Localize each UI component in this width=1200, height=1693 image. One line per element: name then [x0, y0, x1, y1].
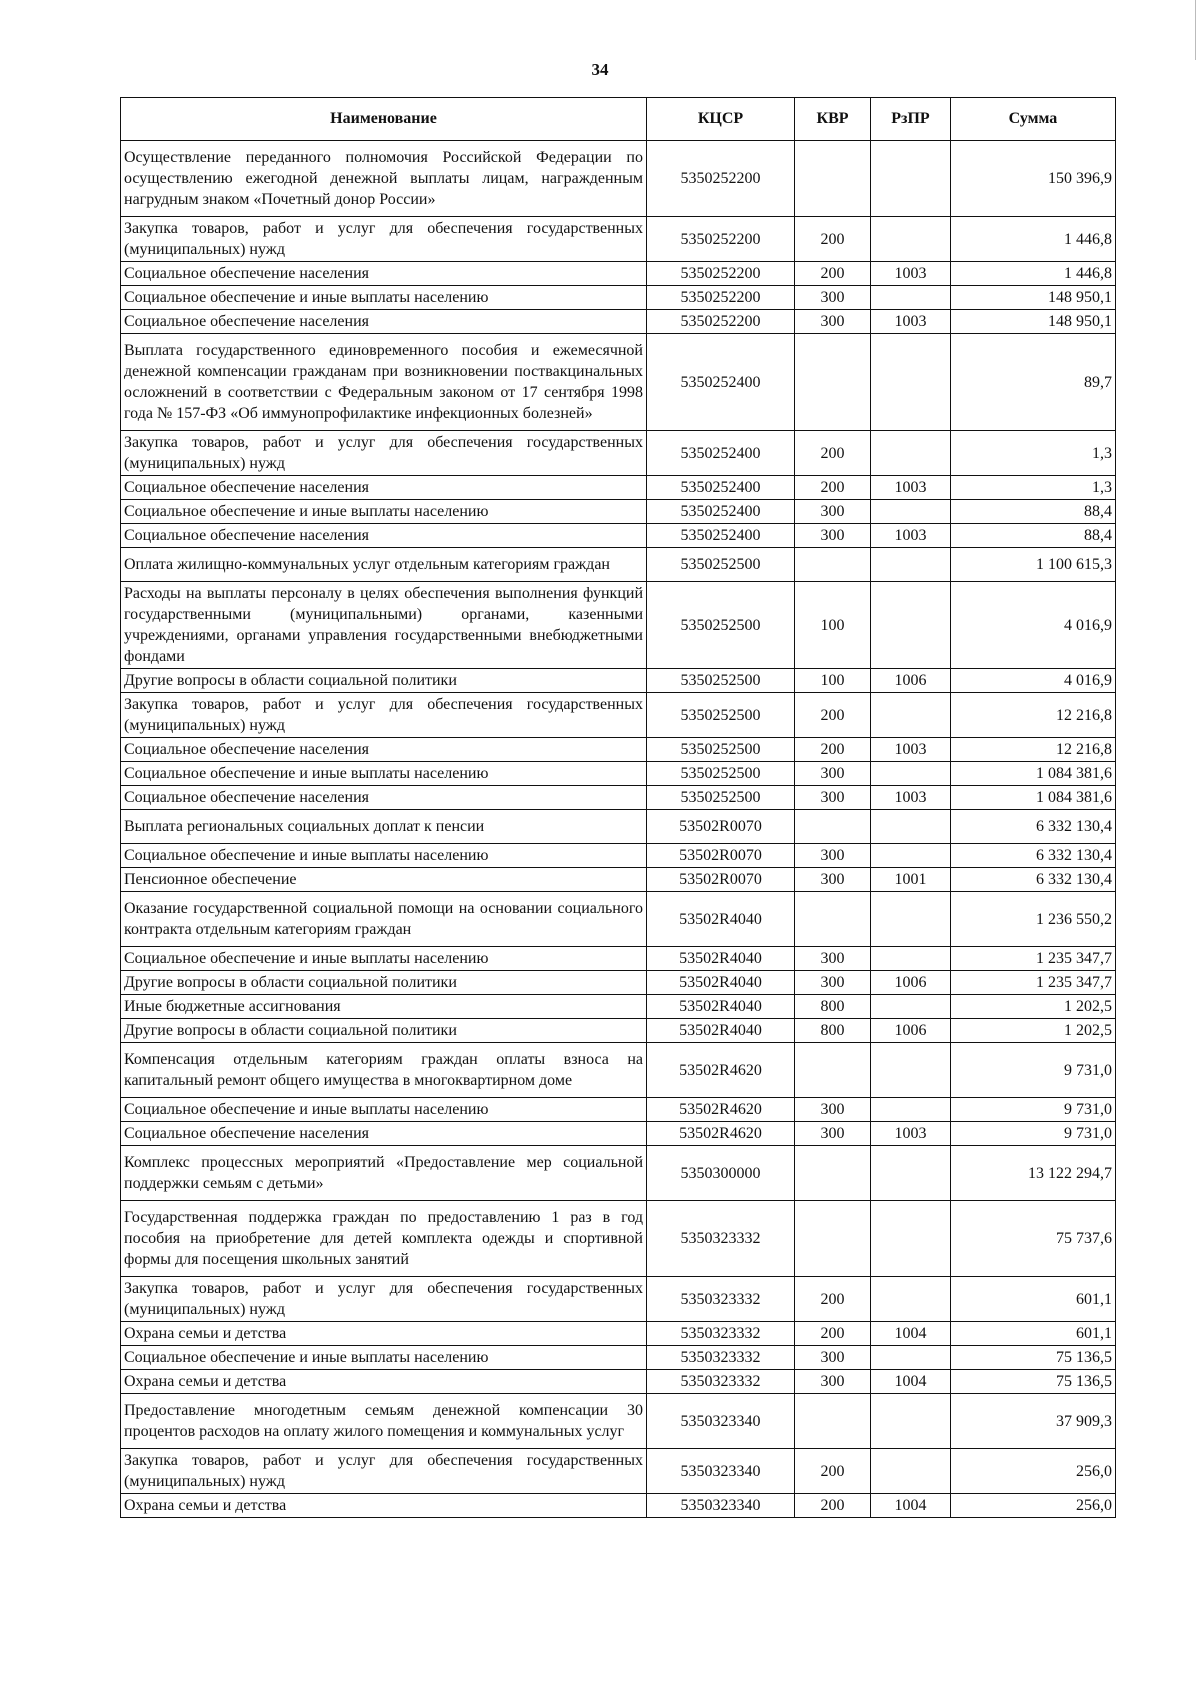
cell-rzpr [871, 1449, 951, 1494]
cell-rzpr [871, 1277, 951, 1322]
cell-kvr: 300 [795, 786, 871, 810]
cell-name: Государственная поддержка граждан по предоставлению 1 раз в год пособия на приобретение для детей комплекта одежды и спортивной формы для посещения школьных занятий [121, 1201, 647, 1277]
cell-rzpr: 1001 [871, 868, 951, 892]
cell-rzpr [871, 1394, 951, 1449]
cell-name: Закупка товаров, работ и услуг для обеспечения государственных (муниципальных) нужд [121, 693, 647, 738]
cell-name: Оказание государственной социальной помощи на основании социального контракта отдельным категориям граждан [121, 892, 647, 947]
cell-sum: 148 950,1 [951, 286, 1116, 310]
cell-kvr [795, 1201, 871, 1277]
table-row [121, 762, 1116, 786]
cell-rzpr [871, 1201, 951, 1277]
table-row [121, 500, 1116, 524]
table-row [121, 548, 1116, 582]
cell-sum: 6 332 130,4 [951, 868, 1116, 892]
cell-name: Пенсионное обеспечение [121, 868, 647, 892]
cell-kvr: 300 [795, 286, 871, 310]
cell-rzpr: 1004 [871, 1494, 951, 1518]
cell-sum: 148 950,1 [951, 310, 1116, 334]
scan-edge [1195, 0, 1196, 60]
cell-kvr: 300 [795, 1370, 871, 1394]
cell-kcsr: 5350252500 [647, 786, 795, 810]
cell-kvr: 300 [795, 1122, 871, 1146]
header-kvr: КВР [795, 98, 871, 141]
cell-kcsr: 5350252400 [647, 334, 795, 431]
cell-kcsr: 5350323332 [647, 1346, 795, 1370]
cell-name: Охрана семьи и детства [121, 1494, 647, 1518]
table-row [121, 738, 1116, 762]
cell-kcsr: 53502R4040 [647, 892, 795, 947]
cell-kcsr: 5350323340 [647, 1394, 795, 1449]
cell-rzpr: 1004 [871, 1370, 951, 1394]
cell-kcsr: 5350252200 [647, 262, 795, 286]
table-row [121, 286, 1116, 310]
cell-name: Другие вопросы в области социальной политики [121, 669, 647, 693]
cell-sum: 88,4 [951, 500, 1116, 524]
cell-sum: 9 731,0 [951, 1098, 1116, 1122]
cell-name: Осуществление переданного полномочия Российской Федерации по осуществлению ежегодной денежной выплаты лицам, награжденным нагрудным знаком «Почетный донор России» [121, 141, 647, 217]
cell-name: Социальное обеспечение населения [121, 786, 647, 810]
cell-kcsr: 53502R4620 [647, 1122, 795, 1146]
cell-kvr: 100 [795, 669, 871, 693]
cell-rzpr [871, 810, 951, 844]
cell-rzpr: 1006 [871, 971, 951, 995]
cell-name: Социальное обеспечение населения [121, 1122, 647, 1146]
cell-name: Социальное обеспечение населения [121, 310, 647, 334]
cell-rzpr [871, 947, 951, 971]
cell-kvr: 300 [795, 1098, 871, 1122]
table-row [121, 431, 1116, 476]
cell-sum: 256,0 [951, 1449, 1116, 1494]
table-row [121, 1370, 1116, 1394]
cell-name: Комплекс процессных мероприятий «Предоставление мер социальной поддержки семьям с детьми» [121, 1146, 647, 1201]
cell-rzpr: 1006 [871, 669, 951, 693]
header-name: Наименование [121, 98, 647, 141]
table-row [121, 1201, 1116, 1277]
cell-kvr: 200 [795, 431, 871, 476]
cell-kcsr: 53502R4620 [647, 1043, 795, 1098]
cell-kcsr: 5350300000 [647, 1146, 795, 1201]
cell-sum: 75 136,5 [951, 1346, 1116, 1370]
cell-kcsr: 53502R4040 [647, 995, 795, 1019]
cell-kcsr: 5350252400 [647, 500, 795, 524]
table-row [121, 217, 1116, 262]
cell-rzpr [871, 548, 951, 582]
cell-name: Охрана семьи и детства [121, 1322, 647, 1346]
cell-kvr: 100 [795, 582, 871, 669]
cell-kvr [795, 1146, 871, 1201]
table-row [121, 1322, 1116, 1346]
cell-name: Социальное обеспечение и иные выплаты населению [121, 1098, 647, 1122]
cell-kvr: 200 [795, 1449, 871, 1494]
cell-sum: 9 731,0 [951, 1043, 1116, 1098]
table-row [121, 669, 1116, 693]
cell-kcsr: 5350252500 [647, 669, 795, 693]
header-rzpr: РзПР [871, 98, 951, 141]
cell-name: Социальное обеспечение населения [121, 476, 647, 500]
cell-rzpr [871, 1098, 951, 1122]
table-row [121, 310, 1116, 334]
cell-name: Социальное обеспечение населения [121, 738, 647, 762]
cell-name: Другие вопросы в области социальной политики [121, 971, 647, 995]
cell-kcsr: 5350252500 [647, 762, 795, 786]
cell-kcsr: 5350252200 [647, 286, 795, 310]
cell-kcsr: 5350252400 [647, 476, 795, 500]
table-row [121, 141, 1116, 217]
cell-sum: 6 332 130,4 [951, 844, 1116, 868]
cell-sum: 13 122 294,7 [951, 1146, 1116, 1201]
cell-name: Социальное обеспечение и иные выплаты населению [121, 500, 647, 524]
table-row [121, 868, 1116, 892]
cell-kvr: 200 [795, 217, 871, 262]
cell-sum: 4 016,9 [951, 582, 1116, 669]
cell-kcsr: 5350252500 [647, 582, 795, 669]
cell-kvr: 200 [795, 1322, 871, 1346]
table-row [121, 693, 1116, 738]
cell-name: Социальное обеспечение населения [121, 524, 647, 548]
cell-sum: 1 236 550,2 [951, 892, 1116, 947]
cell-rzpr [871, 286, 951, 310]
cell-sum: 1 235 347,7 [951, 947, 1116, 971]
cell-sum: 37 909,3 [951, 1394, 1116, 1449]
cell-rzpr [871, 582, 951, 669]
cell-name: Оплата жилищно-коммунальных услуг отдельным категориям граждан [121, 548, 647, 582]
cell-sum: 1 202,5 [951, 995, 1116, 1019]
budget-table [120, 97, 1116, 1518]
table-row [121, 262, 1116, 286]
cell-kvr [795, 141, 871, 217]
cell-kvr [795, 1394, 871, 1449]
cell-sum: 12 216,8 [951, 738, 1116, 762]
cell-kvr: 300 [795, 500, 871, 524]
cell-kcsr: 5350252400 [647, 524, 795, 548]
cell-name: Иные бюджетные ассигнования [121, 995, 647, 1019]
cell-sum: 256,0 [951, 1494, 1116, 1518]
cell-kvr: 200 [795, 476, 871, 500]
cell-sum: 1 084 381,6 [951, 786, 1116, 810]
cell-sum: 75 737,6 [951, 1201, 1116, 1277]
table-row [121, 1019, 1116, 1043]
cell-sum: 9 731,0 [951, 1122, 1116, 1146]
cell-sum: 12 216,8 [951, 693, 1116, 738]
cell-name: Компенсация отдельным категориям граждан оплаты взноса на капитальный ремонт общего имущества в многоквартирном доме [121, 1043, 647, 1098]
cell-kvr: 200 [795, 738, 871, 762]
cell-rzpr: 1003 [871, 262, 951, 286]
table-row [121, 476, 1116, 500]
cell-name: Предоставление многодетным семьям денежной компенсации 30 процентов расходов на оплату жилого помещения и коммунальных услуг [121, 1394, 647, 1449]
cell-rzpr: 1003 [871, 738, 951, 762]
table-row [121, 1098, 1116, 1122]
cell-rzpr: 1003 [871, 524, 951, 548]
cell-kvr: 300 [795, 762, 871, 786]
cell-name: Другие вопросы в области социальной политики [121, 1019, 647, 1043]
table-row [121, 1122, 1116, 1146]
cell-kcsr: 5350252400 [647, 431, 795, 476]
cell-kvr: 300 [795, 868, 871, 892]
cell-kvr [795, 1043, 871, 1098]
cell-kvr: 200 [795, 1494, 871, 1518]
cell-rzpr [871, 217, 951, 262]
cell-name: Закупка товаров, работ и услуг для обеспечения государственных (муниципальных) нужд [121, 1277, 647, 1322]
cell-kvr: 800 [795, 995, 871, 1019]
cell-name: Социальное обеспечение и иные выплаты населению [121, 844, 647, 868]
table-row [121, 1394, 1116, 1449]
cell-rzpr [871, 431, 951, 476]
cell-sum: 1 202,5 [951, 1019, 1116, 1043]
cell-rzpr: 1006 [871, 1019, 951, 1043]
cell-sum: 150 396,9 [951, 141, 1116, 217]
cell-name: Социальное обеспечение населения [121, 262, 647, 286]
table-row [121, 524, 1116, 548]
cell-name: Выплата региональных социальных доплат к пенсии [121, 810, 647, 844]
cell-rzpr: 1003 [871, 1122, 951, 1146]
cell-kvr: 300 [795, 1346, 871, 1370]
cell-sum: 89,7 [951, 334, 1116, 431]
cell-rzpr: 1004 [871, 1322, 951, 1346]
cell-kvr: 300 [795, 971, 871, 995]
cell-kcsr: 5350323332 [647, 1277, 795, 1322]
cell-sum: 88,4 [951, 524, 1116, 548]
cell-name: Закупка товаров, работ и услуг для обеспечения государственных (муниципальных) нужд [121, 431, 647, 476]
cell-kvr [795, 892, 871, 947]
cell-rzpr [871, 500, 951, 524]
cell-kcsr: 5350252500 [647, 548, 795, 582]
cell-rzpr [871, 693, 951, 738]
page-number: 34 [591, 60, 609, 79]
cell-sum: 1 084 381,6 [951, 762, 1116, 786]
cell-rzpr: 1003 [871, 310, 951, 334]
cell-kcsr: 53502R0070 [647, 810, 795, 844]
table-header-row [121, 98, 1116, 141]
header-sum: Сумма [951, 98, 1116, 141]
cell-rzpr [871, 892, 951, 947]
table-row [121, 810, 1116, 844]
cell-kcsr: 5350323332 [647, 1370, 795, 1394]
cell-rzpr [871, 762, 951, 786]
cell-kcsr: 53502R0070 [647, 844, 795, 868]
cell-rzpr [871, 844, 951, 868]
cell-kcsr: 5350252200 [647, 310, 795, 334]
table-row [121, 1277, 1116, 1322]
table-row [121, 995, 1116, 1019]
cell-rzpr [871, 334, 951, 431]
cell-rzpr [871, 1346, 951, 1370]
cell-kcsr: 5350252200 [647, 141, 795, 217]
table-row [121, 1346, 1116, 1370]
table-row [121, 971, 1116, 995]
cell-name: Социальное обеспечение и иные выплаты населению [121, 286, 647, 310]
cell-kcsr: 5350323332 [647, 1322, 795, 1346]
cell-name: Социальное обеспечение и иные выплаты населению [121, 762, 647, 786]
table-row [121, 947, 1116, 971]
table-row [121, 1146, 1116, 1201]
cell-sum: 1 100 615,3 [951, 548, 1116, 582]
cell-sum: 6 332 130,4 [951, 810, 1116, 844]
cell-name: Социальное обеспечение и иные выплаты населению [121, 947, 647, 971]
table-row [121, 844, 1116, 868]
cell-kvr [795, 334, 871, 431]
cell-kvr: 200 [795, 262, 871, 286]
cell-rzpr [871, 1043, 951, 1098]
table-row [121, 892, 1116, 947]
cell-rzpr: 1003 [871, 786, 951, 810]
cell-kvr [795, 548, 871, 582]
cell-kvr: 200 [795, 693, 871, 738]
cell-kcsr: 5350252500 [647, 693, 795, 738]
cell-sum: 601,1 [951, 1322, 1116, 1346]
cell-name: Расходы на выплаты персоналу в целях обеспечения выполнения функций государственными (муниципальными) органами, казенными учреждениями, органами управления государственными внебюджетными фондами [121, 582, 647, 669]
cell-rzpr [871, 1146, 951, 1201]
table-row [121, 1449, 1116, 1494]
cell-name: Охрана семьи и детства [121, 1370, 647, 1394]
cell-sum: 75 136,5 [951, 1370, 1116, 1394]
table-row [121, 1043, 1116, 1098]
cell-kvr: 800 [795, 1019, 871, 1043]
cell-kcsr: 53502R0070 [647, 868, 795, 892]
cell-kvr: 200 [795, 1277, 871, 1322]
cell-kvr: 300 [795, 844, 871, 868]
cell-kcsr: 53502R4040 [647, 971, 795, 995]
cell-rzpr [871, 995, 951, 1019]
cell-sum: 1 446,8 [951, 217, 1116, 262]
cell-name: Закупка товаров, работ и услуг для обеспечения государственных (муниципальных) нужд [121, 1449, 647, 1494]
table-row [121, 582, 1116, 669]
cell-kcsr: 5350252200 [647, 217, 795, 262]
table-row [121, 1494, 1116, 1518]
cell-sum: 1 446,8 [951, 262, 1116, 286]
cell-sum: 601,1 [951, 1277, 1116, 1322]
cell-kvr [795, 810, 871, 844]
cell-kvr: 300 [795, 310, 871, 334]
cell-rzpr: 1003 [871, 476, 951, 500]
cell-kcsr: 53502R4040 [647, 1019, 795, 1043]
cell-kcsr: 5350323340 [647, 1494, 795, 1518]
table-row [121, 334, 1116, 431]
cell-name: Закупка товаров, работ и услуг для обеспечения государственных (муниципальных) нужд [121, 217, 647, 262]
cell-name: Социальное обеспечение и иные выплаты населению [121, 1346, 647, 1370]
cell-kcsr: 5350323340 [647, 1449, 795, 1494]
header-kcsr: КЦСР [647, 98, 795, 141]
cell-name: Выплата государственного единовременного пособия и ежемесячной денежной компенсации гражданам при возникновении поствакцинальных осложнений в соответствии с Федеральным законом от 17 сентября 1998 года № 157-ФЗ «Об иммунопрофилактике инфекционных болезней» [121, 334, 647, 431]
cell-kcsr: 5350323332 [647, 1201, 795, 1277]
cell-kvr: 300 [795, 524, 871, 548]
cell-sum: 1,3 [951, 431, 1116, 476]
cell-kcsr: 53502R4620 [647, 1098, 795, 1122]
cell-kvr: 300 [795, 947, 871, 971]
cell-kcsr: 5350252500 [647, 738, 795, 762]
table-row [121, 786, 1116, 810]
cell-sum: 4 016,9 [951, 669, 1116, 693]
table-body [121, 141, 1116, 1518]
cell-sum: 1 235 347,7 [951, 971, 1116, 995]
cell-kcsr: 53502R4040 [647, 947, 795, 971]
cell-rzpr [871, 141, 951, 217]
cell-sum: 1,3 [951, 476, 1116, 500]
